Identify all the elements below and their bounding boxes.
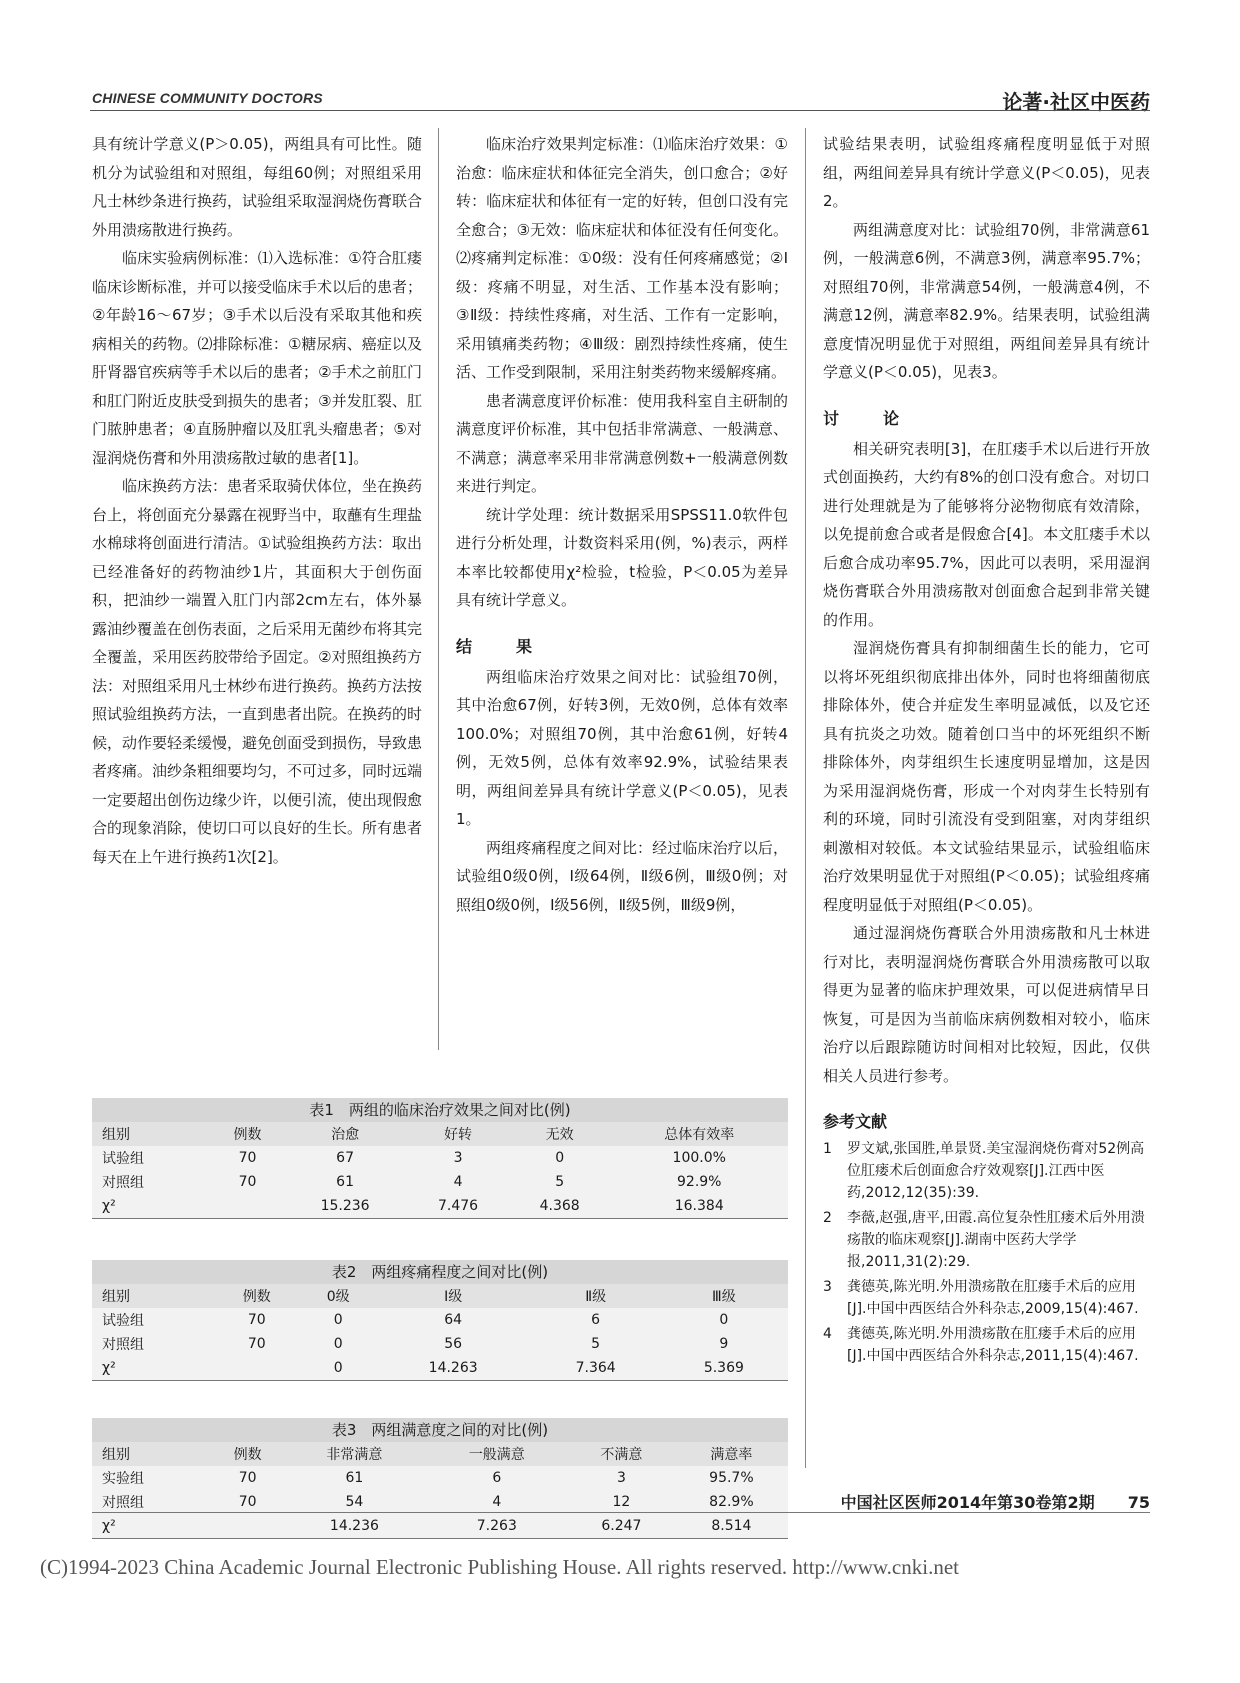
column-1 [92,130,422,871]
reference-text: 罗文斌,张国胜,单景贤.美宝湿润烧伤膏对52例高位肛瘘术后创面愈合疗效观察[J].江西中医药,2012,12(35):39. [847,1141,1145,1201]
column-header: Ⅰ级 [375,1284,532,1308]
paragraph: 临床治疗效果判定标准：⑴临床治疗效果：①治愈：临床症状和体征完全消失，创口愈合；②好转：临床症状和体征有一定的好转，但创口没有完全愈合；③无效：临床症状和体征没有任何变化。⑵疼痛判定标准：①0级：没有任何疼痛感觉；②Ⅰ级：疼痛不明显，对生活、工作基本没有影响；③Ⅱ级：持续性疼痛，对生活、工作有一定影响，采用镇痛类药物；④Ⅲ级：剧烈持续性疼痛，使生活、工作受到限制，采用注射类药物来缓解疼痛。 [456,135,788,381]
reference-text: 龚德英,陈光明.外用溃疡散在肛瘘手术后的应用[J].中国中西医结合外科杂志,2009,15(4):467. [847,1279,1139,1317]
reference-item [823,1207,1150,1273]
reference-number: 2 [823,1210,832,1226]
reference-number: 3 [823,1279,832,1295]
journal-issue: 中国社区医师2014年第30卷第2期 [840,1493,1095,1512]
reference-number: 4 [823,1326,832,1342]
table-row [92,1146,788,1170]
table-cell: 6 [532,1308,660,1332]
table-cell: 4.368 [509,1194,611,1219]
column-header: 0级 [302,1284,375,1308]
table-cell: 6 [426,1466,568,1490]
table-cell: 70 [212,1308,302,1332]
section-heading-results: 结 果 [456,636,547,656]
references-list [823,1138,1150,1367]
table-cell: 92.9% [610,1170,788,1194]
table-cell: 7.263 [426,1514,568,1539]
column-header: 非常满意 [283,1442,425,1466]
table-cell: 7.364 [532,1356,660,1381]
table-cell: 实验组 [92,1466,212,1490]
reference-item [823,1323,1150,1367]
table-cell: 64 [375,1308,532,1332]
table-cell: 82.9% [675,1490,788,1514]
table-cell: 95.7% [675,1466,788,1490]
footer-rule [92,1512,1150,1513]
table-cell: 5.369 [660,1356,788,1381]
table-cell [212,1356,302,1381]
paragraph: 两组疼痛程度之间对比：经过临床治疗以后，试验组0级0例，Ⅰ级64例，Ⅱ级6例，Ⅲ级0例；对照组0级0例，Ⅰ级56例，Ⅱ级5例，Ⅲ级9例， [456,838,788,914]
table-cell: 3 [407,1146,509,1170]
table-cell: 5 [532,1332,660,1356]
paragraph: 试验结果表明，试验组疼痛程度明显低于对照组，两组间差异具有统计学意义(P＜0.05)，见表2。 [823,135,1150,210]
table-cell: 8.514 [675,1514,788,1539]
table-caption: 表1 两组的临床治疗效果之间对比(例) [92,1098,788,1122]
table-cell: 70 [212,1466,283,1490]
paragraph: 患者满意度评价标准：使用我科室自主研制的满意度评价标准，其中包括非常满意、一般满意、不满意；满意率采用非常满意例数+一般满意例数来进行判定。 [456,391,788,495]
table-cell: χ² [92,1514,212,1539]
table-row [92,1332,788,1356]
table-cell: 70 [212,1490,283,1514]
data-table [92,1284,788,1381]
column-header: 例数 [212,1442,283,1466]
table-row [92,1308,788,1332]
paragraph: 通过湿润烧伤膏联合外用溃疡散和凡士林进行对比，表明湿润烧伤膏联合外用溃疡散可以取得更为显著的临床护理效果，可以促进病情早日恢复，可是因为当前临床病例数相对较小，临床治疗以后跟踪随访时间相对比较短，因此，仅供相关人员进行参考。 [823,924,1150,1085]
column-3 [823,130,1150,1370]
table-cell: 0 [302,1308,375,1332]
section-heading-discussion: 讨 论 [823,408,914,428]
table-cell: 0 [660,1308,788,1332]
table-cell: 4 [426,1490,568,1514]
table-cell: 9 [660,1332,788,1356]
data-table [92,1442,788,1539]
table-cell: 12 [568,1490,675,1514]
table-cell: 试验组 [92,1308,212,1332]
column-header: Ⅱ级 [532,1284,660,1308]
table-1 [92,1098,788,1219]
header-rule [90,110,1150,111]
column-header: 满意率 [675,1442,788,1466]
table-cell: 对照组 [92,1490,212,1514]
table-cell: 14.263 [375,1356,532,1381]
table-header-row [92,1122,788,1146]
table-cell: 试验组 [92,1146,212,1170]
paragraph: 具有统计学意义(P＞0.05)，两组具有可比性。随机分为试验组和对照组，每组60例；对照组采用凡士林纱条进行换药，试验组采取湿润烧伤膏联合外用溃疡散进行换药。 [92,135,423,239]
column-header: 治愈 [283,1122,407,1146]
table-caption: 表3 两组满意度之间的对比(例) [92,1418,788,1442]
reference-text: 龚德英,陈光明.外用溃疡散在肛瘘手术后的应用[J].中国中西医结合外科杂志,2011,15(4):467. [847,1326,1139,1364]
column-header: 例数 [212,1284,302,1308]
reference-item [823,1138,1150,1204]
table-cell: 61 [283,1466,425,1490]
column-header: 总体有效率 [610,1122,788,1146]
table-header-row [92,1442,788,1466]
column-header: 无效 [509,1122,611,1146]
paragraph: 统计学处理：统计数据采用SPSS11.0软件包进行分析处理，计数资料采用(例，%)表示，两样本率比较都使用χ²检验，t检验，P＜0.05为差异具有统计学意义。 [456,505,788,609]
reference-item [823,1276,1150,1320]
table-row [92,1356,788,1381]
column-header: 不满意 [568,1442,675,1466]
references-heading: 参考文献 [823,1112,888,1131]
column-header: 组别 [92,1442,212,1466]
table-row [92,1170,788,1194]
table-cell: 0 [509,1146,611,1170]
paragraph: 湿润烧伤膏具有抑制细菌生长的能力，它可以将坏死组织彻底排出体外，同时也将细菌彻底排除体外，使合并症发生率明显减低，以及它还具有抗炎之功效。随着创口当中的坏死组织不断排除体外，肉芽组织生长速度明显增加，这是因为采用湿润烧伤膏，形成一个对肉芽生长特别有利的环境，同时引流没有受到阻塞，对肉芽组织刺激相对较低。本文试验结果显示，试验组临床治疗效果明显优于对照组(P＜0.05)；试验组疼痛程度明显低于对照组(P＜0.05)。 [823,639,1150,914]
column-2 [456,130,788,919]
table-row [92,1194,788,1219]
table-cell [212,1194,283,1219]
table-cell: χ² [92,1356,212,1381]
table-cell: 15.236 [283,1194,407,1219]
table-cell: 70 [212,1170,283,1194]
table-cell: 61 [283,1170,407,1194]
table-cell: 70 [212,1332,302,1356]
page-footer [841,1490,1150,1513]
table-row [92,1466,788,1490]
table-cell: 54 [283,1490,425,1514]
table-cell: 3 [568,1466,675,1490]
table-cell: 0 [302,1356,375,1381]
table-cell: 100.0% [610,1146,788,1170]
column-separator-right [805,128,806,1468]
copyright-notice: (C)1994-2023 China Academic Journal Electronic Publishing House. All rights reserved. http://www.cnki.net [40,1555,959,1579]
table-cell: 对照组 [92,1332,212,1356]
page-number: 75 [1127,1493,1150,1512]
table-cell: χ² [92,1194,212,1219]
table-row [92,1514,788,1539]
table-cell: 5 [509,1170,611,1194]
paragraph: 临床换药方法：患者采取骑伏体位，坐在换药台上，将创面充分暴露在视野当中，取蘸有生理盐水棉球将创面进行清洁。①试验组换药方法：取出已经准备好的药物油纱1片，其面积大于创伤面积，把油纱一端置入肛门内部2cm左右，体外暴露油纱覆盖在创伤表面，之后采用无菌纱布将其完全覆盖，采用医药胶带给予固定。②对照组换药方法：对照组采用凡士林纱布进行换药。换药方法按照试验组换药方法，一直到患者出院。在换药的时候，动作要轻柔缓慢，避免创面受到损伤，导致患者疼痛。油纱条粗细要均匀，不可过多，同时远端一定要超出创伤边缘少许，以便引流，使出现假愈合的现象消除，使切口可以良好的生长。所有患者每天在上午进行换药1次[2]。 [92,477,423,866]
table-cell: 70 [212,1146,283,1170]
running-header-section: 论著·社区中医药 [1002,90,1150,114]
data-table [92,1122,788,1219]
reference-text: 李薇,赵强,唐平,田霞.高位复杂性肛瘘术后外用溃疡散的临床观察[J].湖南中医药大学学报,2011,31(2):29. [847,1210,1145,1270]
column-header: 一般满意 [426,1442,568,1466]
table-cell: 4 [407,1170,509,1194]
column-separator-left [438,128,439,1050]
table-cell: 7.476 [407,1194,509,1219]
table-row [92,1490,788,1514]
column-header: 好转 [407,1122,509,1146]
reference-number: 1 [823,1141,832,1157]
table-cell: 67 [283,1146,407,1170]
table-cell: 0 [302,1332,375,1356]
column-header: 组别 [92,1284,212,1308]
column-header: Ⅲ级 [660,1284,788,1308]
paragraph: 临床实验病例标准：⑴入选标准：①符合肛瘘临床诊断标准，并可以接受临床手术以后的患者；②年龄16～67岁；③手术以后没有采取其他和疾病相关的药物。⑵排除标准：①糖尿病、癌症以及肝肾器官疾病等手术以后的患者；②手术之前肛门和肛门附近皮肤受到损失的患者；③并发肛裂、肛门脓肿患者；④直肠肿瘤以及肛乳头瘤患者；⑤对湿润烧伤膏和外用溃疡散过敏的患者[1]。 [92,249,423,467]
table-cell: 6.247 [568,1514,675,1539]
table-cell: 14.236 [283,1514,425,1539]
paragraph: 相关研究表明[3]，在肛瘘手术以后进行开放式创面换药，大约有8%的创口没有愈合。对切口进行处理就是为了能够将分泌物彻底有效清除，以免提前愈合或者是假愈合[4]。本文肛瘘手术以后愈合成功率95.7%，因此可以表明，采用湿润烧伤膏联合外用溃疡散对创面愈合起到非常关键的作用。 [823,439,1150,629]
table-header-row [92,1284,788,1308]
column-header: 组别 [92,1122,212,1146]
table-cell [212,1514,283,1539]
paragraph: 两组满意度对比：试验组70例，非常满意61例，一般满意6例，不满意3例，满意率95.7%；对照组70例，非常满意54例，一般满意4例，不满意12例，满意率82.9%。结果表明，试验组满意度情况明显优于对照组，两组间差异具有统计学意义(P＜0.05)，见表3。 [823,220,1150,381]
table-cell: 对照组 [92,1170,212,1194]
running-header-english: CHINESE COMMUNITY DOCTORS [92,90,323,106]
table-3 [92,1418,788,1539]
table-cell: 56 [375,1332,532,1356]
column-header: 例数 [212,1122,283,1146]
paragraph: 两组临床治疗效果之间对比：试验组70例，其中治愈67例，好转3例，无效0例，总体有效率100.0%；对照组70例，其中治愈61例，好转4例，无效5例，总体有效率92.9%，试验结果表明，两组间差异具有统计学意义(P＜0.05)，见表1。 [456,667,788,828]
table-2 [92,1260,788,1381]
table-cell: 16.384 [610,1194,788,1219]
table-caption: 表2 两组疼痛程度之间对比(例) [92,1260,788,1284]
